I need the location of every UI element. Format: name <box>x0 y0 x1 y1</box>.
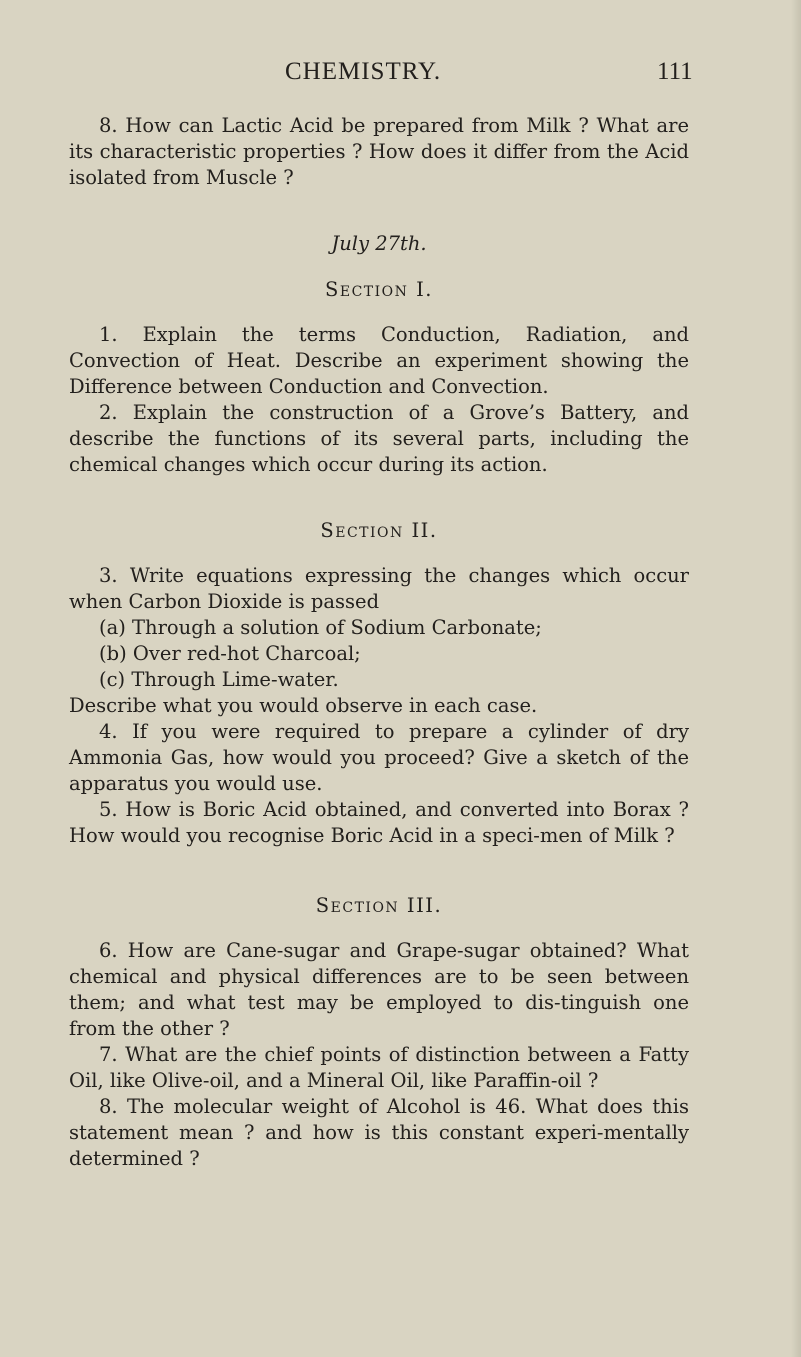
section-2-heading: Section II. <box>320 519 438 542</box>
question-1: 1. Explain the terms Conduction, Radiation, and Convection of Heat. Describe an experiment showing the Difference between Conduction and Convection. <box>69 323 689 398</box>
question-6: 6. How are Cane-sugar and Grape-sugar obtained? What chemical and physical differences are to be seen between them; and what test may be employed to dis-tinguish one from the other ? <box>69 939 689 1040</box>
date-heading: July 27th. <box>331 232 427 255</box>
question-8: 8. The molecular weight of Alcohol is 46. What does this statement mean ? and how is this constant experi-mentally determined ? <box>69 1095 689 1170</box>
exam-questions <box>69 113 689 1172</box>
question-3-item-b: (b) Over red-hot Charcoal; <box>99 642 361 665</box>
page-edge <box>791 0 801 1357</box>
page-number: 111 <box>657 58 693 85</box>
question-5: 5. How is Boric Acid obtained, and converted into Borax ? How would you recognise Boric Acid in a speci-men of Milk ? <box>69 798 689 847</box>
question-3-intro: 3. Write equations expressing the changes which occur when Carbon Dioxide is passed <box>69 564 689 613</box>
question-7: 7. What are the chief points of distinction between a Fatty Oil, like Olive-oil, and a Mineral Oil, like Paraffin-oil ? <box>69 1043 689 1092</box>
question-2: 2. Explain the construction of a Grove’s Battery, and describe the functions of its several parts, including the chemical changes which occur during its action. <box>69 401 689 476</box>
question-4: 4. If you were required to prepare a cylinder of dry Ammonia Gas, how would you proceed? Give a sketch of the apparatus you would use. <box>69 720 689 795</box>
question-3-item-a: (a) Through a solution of Sodium Carbonate; <box>99 616 542 639</box>
page-header <box>0 58 801 98</box>
section-3-heading: Section III. <box>315 894 443 917</box>
question-8-previous: 8. How can Lactic Acid be prepared from Milk ? What are its characteristic properties ? How does it differ from the Acid isolated from Muscle ? <box>69 114 689 189</box>
question-3-outro: Describe what you would observe in each case. <box>69 694 538 717</box>
question-3-item-c: (c) Through Lime-water. <box>99 668 339 691</box>
section-1-heading: Section I. <box>325 278 433 301</box>
running-title: CHEMISTRY. <box>285 58 442 85</box>
